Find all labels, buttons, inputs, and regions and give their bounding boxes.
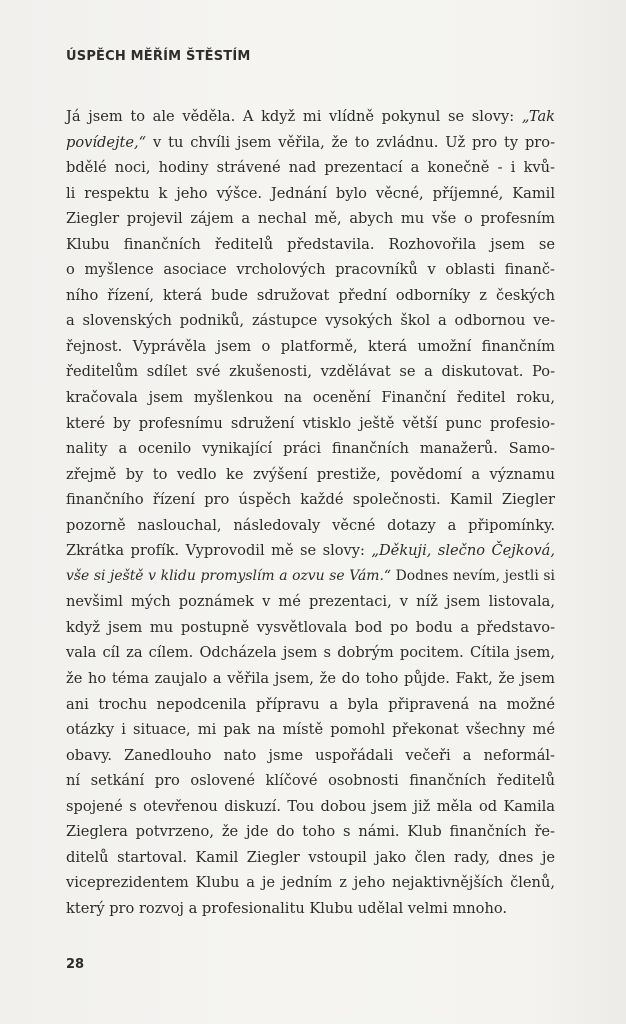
text-line [66,768,555,794]
text-run: ani trochu nepodcenila přípravu a byla připravená na možné [66,695,555,713]
text-line [66,462,555,488]
text-line [66,206,555,232]
text-line [66,589,555,615]
text-line [66,232,555,258]
italic-quote: „Děkuji, slečno Čejková, [371,542,555,560]
text-run: ředitelům sdílet své zkušenosti, vzdělávat se a diskutovat. Po- [66,363,555,381]
text-line [66,411,555,437]
text-run: a slovenských podniků, zástupce vysokých škol a odbornou ve- [66,312,555,330]
text-run: o myšlence asociace vrcholových pracovníků v oblasti finanč- [66,261,555,279]
text-line [66,104,555,130]
text-run: finančního řízení pro úspěch každé společnosti. Kamil Ziegler [66,491,555,509]
body-paragraph [66,104,555,922]
text-run: ditelů startoval. Kamil Ziegler vstoupil jako člen rady, dnes je [66,848,555,866]
text-line [66,513,555,539]
text-line [66,743,555,769]
text-line [66,666,555,692]
text-run: nality a ocenilo vynikající práci finančních manažerů. Samo- [66,440,555,458]
text-run: kračovala jsem myšlenkou na ocenění Finanční ředitel roku, [66,389,555,407]
text-line [66,692,555,718]
text-run: Ziegler projevil zájem a nechal mě, abych mu vše o profesním [66,210,555,228]
running-head: ÚSPĚCH MĚŘÍM ŠTĚSTÍM [66,49,251,64]
text-run: li respektu k jeho výšce. Jednání bylo věcné, příjemné, Kamil [66,184,555,202]
text-line [66,819,555,845]
italic-quote: vše si ještě v klidu promyslím a ozvu se Vám.“ [66,567,391,584]
text-line [66,896,555,922]
text-run: vala cíl za cílem. Odcházela jsem s dobrým pocitem. Cítila jsem, [66,644,555,662]
text-line [66,870,555,896]
text-run: Já jsem to ale věděla. A když mi vlídně pokynul se slovy: [66,108,522,125]
text-run: v tu chvíli jsem věřila, že to zvládnu. Už pro ty pro- [146,133,555,151]
text-run: Klubu finančních ředitelů představila. Rozhovořila jsem se [66,235,555,253]
text-run: že ho téma zaujalo a věřila jsem, že do toho půjde. Fakt, že jsem [66,670,555,688]
text-run: otázky i situace, mi pak na místě pomohl překonat všechny mé [66,721,555,739]
italic-quote: povídejte,“ [66,133,147,151]
text-line [66,538,555,564]
text-line [66,130,555,156]
text-run: řejnost. Vyprávěla jsem o platformě, která umožní finančním [66,337,555,355]
text-line [66,155,555,181]
text-run: když jsem mu postupně vysvětlovala bod po bodu a představo- [66,618,555,636]
text-line [66,640,555,666]
text-line [66,257,555,283]
text-run: viceprezidentem Klubu a je jedním z jeho nejaktivnějších členů, [66,874,555,892]
text-run: ní setkání pro oslovené klíčové osobnosti finančních ředitelů [66,772,555,790]
italic-quote: „Tak [521,108,555,125]
text-line [66,308,555,334]
text-line [66,845,555,871]
text-run: ního řízení, která bude sdružovat přední odborníky z českých [66,286,555,304]
text-run: Zkrátka profík. Vyprovodil mě se slovy: [66,542,372,560]
text-line [66,615,555,641]
text-run: obavy. Zanedlouho nato jsme uspořádali večeři a neformál- [66,746,555,764]
text-line [66,283,555,309]
text-run: Dodnes nevím, jestli si [390,567,555,584]
text-line [66,487,555,513]
text-run: které by profesnímu sdružení vtisklo ještě větší punc profesio- [66,414,555,432]
text-line [66,334,555,360]
text-run: Zieglera potvrzeno, že jde do toho s námi. Klub finančních ře- [66,823,555,841]
text-line [66,359,555,385]
text-line [66,385,555,411]
page-number: 28 [66,957,85,972]
text-line [66,564,555,590]
text-run: pozorně naslouchal, následovaly věcné dotazy a připomínky. [66,516,555,534]
text-run: zřejmě by to vedlo ke zvýšení prestiže, povědomí a významu [66,465,555,483]
text-line [66,436,555,462]
text-run: který pro rozvoj a profesionalitu Klubu udělal velmi mnoho. [66,899,508,917]
text-line [66,717,555,743]
text-line [66,181,555,207]
text-run: nevšiml mých poznámek v mé prezentaci, v níž jsem listovala, [66,593,555,611]
text-run: spojené s otevřenou diskuzí. Tou dobou jsem již měla od Kamila [66,797,555,815]
text-run: bdělé noci, hodiny strávené nad prezentací a konečně - i kvů- [66,159,555,177]
text-line [66,794,555,820]
